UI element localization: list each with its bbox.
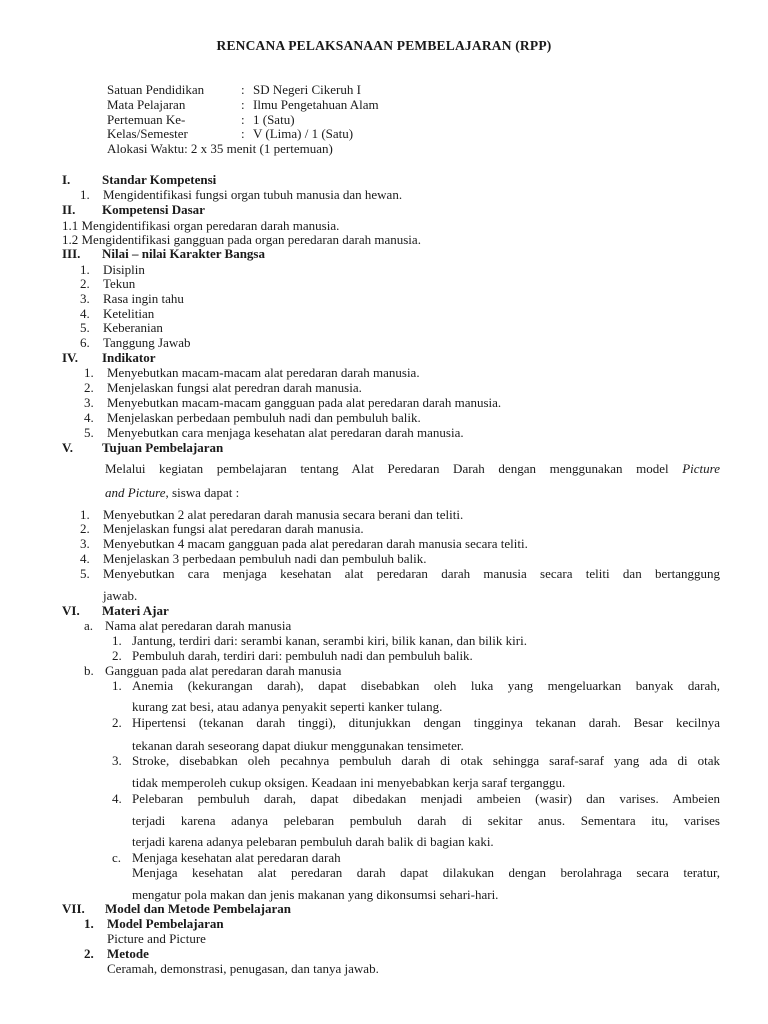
list-item: Menyebutkan 2 alat peredaran darah manusia secara berani dan teliti. [103,507,464,522]
list-number: 1. [112,633,122,648]
list-number: 1. [112,678,122,693]
subsection-title: Model Pembelajaran [107,916,224,931]
paragraph-line: Ceramah, demonstrasi, penugasan, dan tanya jawab. [107,961,379,976]
subsection-title: Gangguan pada alat peredaran darah manusia [105,663,342,678]
section-number: VI. [62,603,80,618]
list-item-continuation: tekanan darah seseorang dapat diukur menggunakan tensimeter. [132,738,464,753]
list-item: Menjelaskan perbedaan pembuluh nadi dan pembuluh balik. [107,410,421,425]
section-heading: Standar Kompetensi [102,172,217,187]
list-number: 4. [80,551,90,566]
section-number: I. [62,172,71,187]
identity-block [107,83,379,157]
list-number: 2. [80,521,90,536]
list-item: Tekun [103,276,136,291]
subsection-title: Nama alat peredaran darah manusia [105,618,292,633]
list-item: Pelebaran pembuluh darah, dapat dibedakan menjadi ambeien (wasir) dan varises. Ambeien [132,791,720,806]
list-number: 5. [80,320,90,335]
paragraph-line: Melalui kegiatan pembelajaran tentang Alat Peredaran Darah dengan menggunakan model Picture [105,461,721,476]
identity-row: Kelas/Semester : V (Lima) / 1 (Satu) [107,126,354,142]
section-number: V. [62,440,73,455]
document-title: RENCANA PELAKSANAAN PEMBELAJARAN (RPP) [216,38,552,53]
list-item-continuation: terjadi karena adanya pelebaran pembuluh darah di sekitar anus. Sementara itu, varises [132,813,720,828]
identity-row: Pertemuan Ke- : 1 (Satu) [107,111,295,127]
list-item: Hipertensi (tekanan darah tinggi), ditunjukkan dengan tingginya tekanan darah. Besar kecilnya [132,715,720,730]
list-number: 4. [84,410,94,425]
list-item: Menjelaskan fungsi alat peredran darah manusia. [107,380,362,395]
list-number: 1. [84,365,94,380]
list-item: Rasa ingin tahu [103,291,184,306]
list-item: Keberanian [103,320,163,335]
section-heading: Tujuan Pembelajaran [102,440,224,455]
list-item: Stroke, disebabkan oleh pecahnya pembuluh darah di otak sehingga saraf-saraf yang ada di otak [132,753,720,768]
list-number: 2. [80,276,90,291]
list-item: 1.1 Mengidentifikasi organ peredaran darah manusia. [62,218,340,233]
list-item: Pembuluh darah, terdiri dari: pembuluh nadi dan pembuluh balik. [132,648,473,663]
identity-row: Satuan Pendidikan : SD Negeri Cikeruh I [107,82,361,97]
list-item: Menyebutkan cara menjaga kesehatan alat peredaran darah manusia. [107,425,464,440]
list-item-continuation: jawab. [103,588,138,603]
list-item: 1.2 Mengidentifikasi gangguan pada organ peredaran darah manusia. [62,232,421,247]
list-item: Menyebutkan 4 macam gangguan pada alat peredaran darah manusia secara teliti. [103,536,528,551]
list-number: 5. [84,425,94,440]
list-letter: a. [84,618,94,633]
paragraph-line: and Picture, siswa dapat : [105,485,240,500]
list-number: 6. [80,335,90,350]
list-item: Menyebutkan macam-macam gangguan pada alat peredaran darah manusia. [107,395,502,410]
list-item-continuation: kurang zat besi, atau adanya penyakit seperti kanker tulang. [132,699,443,714]
list-number: 1. [80,262,90,277]
list-item: Menyebutkan macam-macam alat peredaran darah manusia. [107,365,420,380]
list-item: Menjelaskan 3 perbedaan pembuluh nadi dan pembuluh balik. [103,551,427,566]
list-item: Menyebutkan cara menjaga kesehatan alat peredaran darah manusia secara teliti dan bertanggung [103,566,720,581]
list-number: 2. [112,715,122,730]
list-number: 1. [80,187,90,202]
list-item-continuation: tidak memperoleh cukup oksigen. Keadaan ini menyebabkan kerja saraf terganggu. [132,775,566,790]
list-number: 2. [112,648,122,663]
section-heading: Indikator [102,350,156,365]
identity-row: Mata Pelajaran : Ilmu Pengetahuan Alam [107,96,379,112]
subsection-title: Menjaga kesehatan alat peredaran darah [132,850,341,865]
list-item-continuation: terjadi karena adanya pelebaran pembuluh darah balik di bagian kaki. [132,834,494,849]
list-letter: b. [84,663,94,678]
list-number: 3. [84,395,94,410]
list-item: Mengidentifikasi fungsi organ tubuh manusia dan hewan. [103,187,403,202]
section-number: IV. [62,350,79,365]
list-number: 1. [84,916,94,931]
section-number: VII. [62,901,85,916]
section-number: II. [62,202,76,217]
section-heading: Nilai – nilai Karakter Bangsa [102,246,265,261]
list-number: 4. [112,791,122,806]
list-number: 5. [80,566,90,581]
list-item: Ketelitian [103,306,155,321]
section-heading: Kompetensi Dasar [102,202,205,217]
list-number: 2. [84,380,94,395]
section-number: III. [62,246,81,261]
list-item: Jantung, terdiri dari: serambi kanan, serambi kiri, bilik kanan, dan bilik kiri. [132,633,527,648]
list-item: Tanggung Jawab [103,335,191,350]
subsection-title: Metode [107,946,149,961]
section-heading: Model dan Metode Pembelajaran [105,901,291,916]
section-heading: Materi Ajar [102,603,169,618]
list-number: 4. [80,306,90,321]
list-number: 3. [112,753,122,768]
list-number: 3. [80,536,90,551]
list-number: 2. [84,946,94,961]
list-number: 3. [80,291,90,306]
list-item: Menjelaskan fungsi alat peredaran darah manusia. [103,521,364,536]
list-number: 1. [80,507,90,522]
list-letter: c. [112,850,122,865]
paragraph-line: Menjaga kesehatan alat peredaran darah dapat dilakukan dengan berolahraga secara teratur, [132,865,720,880]
identity-row-alokasi: Alokasi Waktu: 2 x 35 menit (1 pertemuan) [107,141,333,157]
paragraph-line: mengatur pola makan dan jenis makanan yang dikonsumsi sehari-hari. [132,887,499,902]
list-item: Disiplin [103,262,145,277]
list-item: Anemia (kekurangan darah), dapat disebabkan oleh luka yang mengeluarkan banyak darah, [132,678,720,693]
paragraph-line: Picture and Picture [107,931,206,946]
